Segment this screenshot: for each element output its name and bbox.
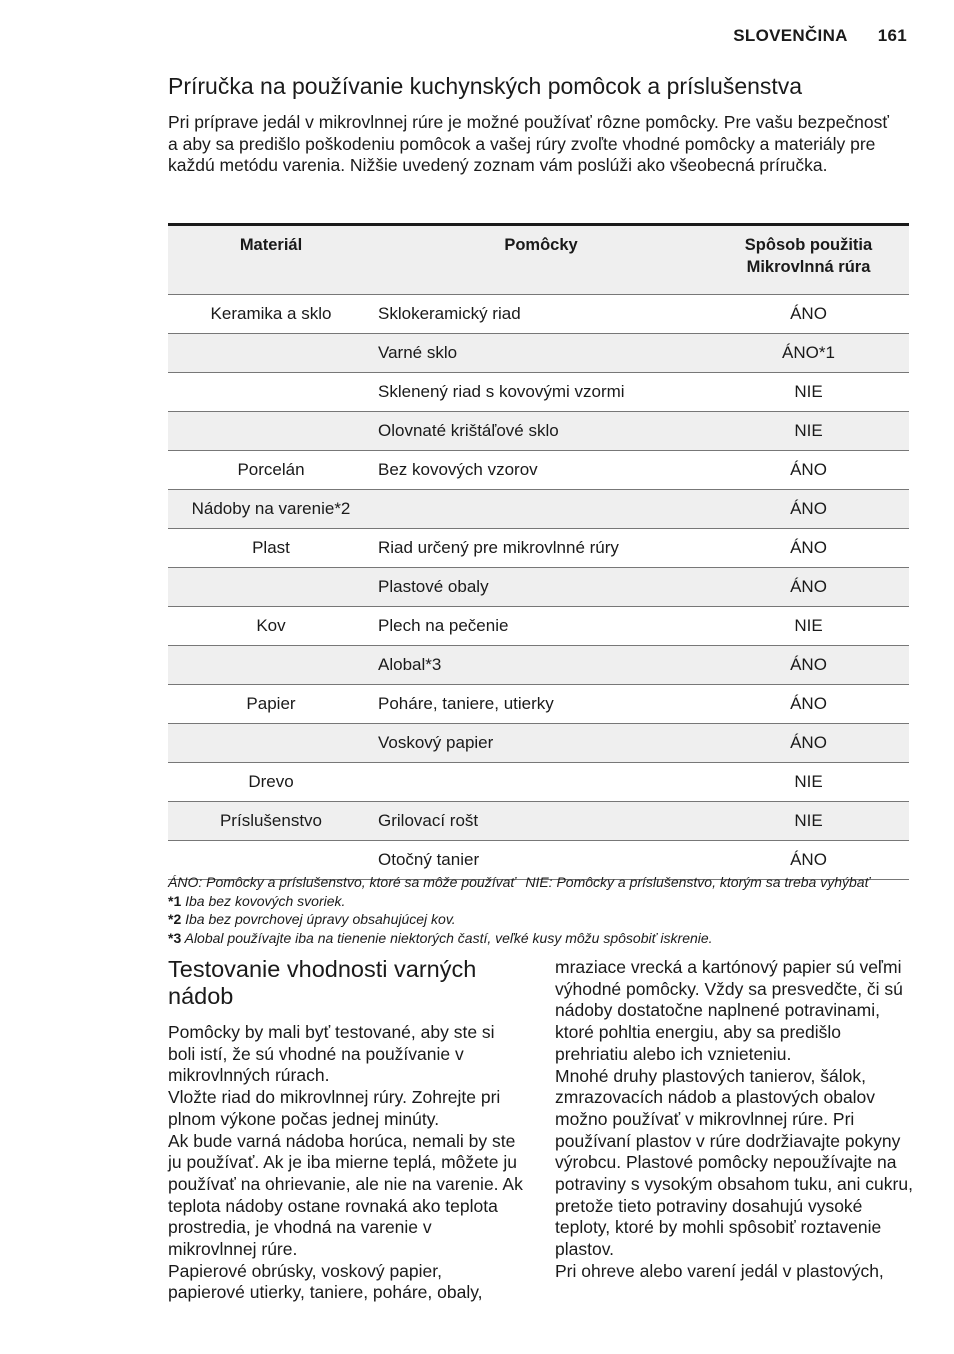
paragraph: Vložte riad do mikrovlnnej rúry. Zohrejte pri plnom výkone počas jednej minúty. <box>168 1087 501 1129</box>
tool-cell: Voskový papier <box>378 733 494 752</box>
microwave-cell: NIE <box>794 811 823 830</box>
page-header <box>733 26 907 46</box>
header-tools: Pomôcky <box>504 236 578 254</box>
header-usage-line2: Mikrovlnná rúra <box>746 258 871 276</box>
tool-cell: Olovnaté krištáľové sklo <box>378 421 559 440</box>
footnote: *2 Iba bez povrchovej úpravy obsahujúcej kov. <box>168 911 456 927</box>
paragraph: Pri ohreve alebo varení jedál v plastových, <box>555 1260 884 1281</box>
paragraph: Pomôcky by mali byť testované, aby ste si boli istí, že sú vhodné na používanie v mikrovlnných rúrach. <box>168 1022 495 1086</box>
table-row <box>168 373 909 412</box>
material-cell <box>168 724 374 763</box>
header-usage <box>708 225 909 295</box>
section-label: SLOVENČINA <box>733 26 848 45</box>
paragraph: Papierové obrúsky, voskový papier, papierové utierky, taniere, poháre, obaly, <box>168 1260 483 1303</box>
right-column <box>555 957 915 1283</box>
microwave-cell: ÁNO <box>790 850 827 869</box>
table-row <box>168 490 909 529</box>
material-cell <box>168 334 374 373</box>
material-cell: Drevo <box>248 772 294 791</box>
left-column <box>168 1022 523 1304</box>
paragraph: Mnohé druhy plastových tanierov, šálok, zmrazovacích nádob a plastových obalov možno používať v mikrovlnnej rúre. Pri používaní plastov v rúre dodržiavajte pokyny výrobcu. Plastové pomôcky nepoužívajte na potraviny s vysokým obsahom tuku, ani cukru, pretože tieto potraviny dosahujú vysoké teploty, ktoré by mohli spôsobiť roztavenie plastov. <box>555 1065 913 1260</box>
table-row <box>168 412 909 451</box>
paragraph: mraziace vrecká a kartónový papier sú veľmi výhodné pomôcky. Vždy sa presvedčte, či sú nádoby dostatočne naplnené potravinami, ktoré pohltia energiu, aby sa predišlo prehriatiu alebo ich vznieteniu. <box>555 957 903 1064</box>
material-cell: Papier <box>246 694 296 713</box>
tool-cell: Riad určený pre mikrovlnné rúry <box>378 538 619 557</box>
table-row <box>168 763 909 802</box>
header-material: Materiál <box>239 236 303 254</box>
table-row <box>168 802 909 841</box>
tool-cell <box>374 763 708 802</box>
material-cell <box>168 373 374 412</box>
tool-cell: Plech na pečenie <box>378 616 509 635</box>
tool-cell: Poháre, taniere, utierky <box>378 694 554 713</box>
material-cell <box>168 568 374 607</box>
microwave-cell: NIE <box>794 616 823 635</box>
table-row <box>168 295 909 334</box>
footnote: *1 Iba bez kovových svoriek. <box>168 892 346 909</box>
microwave-cell: ÁNO <box>790 733 827 752</box>
tool-cell: Sklenený riad s kovovými vzormi <box>378 382 625 401</box>
material-cell <box>168 412 374 451</box>
table-notes <box>168 873 913 947</box>
header-usage-line1: Spôsob použitia <box>744 236 873 254</box>
microwave-cell: NIE <box>794 772 823 791</box>
tool-cell: Alobal*3 <box>378 655 442 674</box>
microwave-cell: ÁNO <box>790 304 827 323</box>
microwave-cell: ÁNO*1 <box>782 343 835 362</box>
paragraph: Ak bude varná nádoba horúca, nemali by ste ju používať. Ak je iba mierne teplá, môžete ju používať na ohrievanie, ale nie na varenie. Ak teplota nádoby ostane rovnaká ako teplota prostredia, je vhodná na varenie v mikrovlnnej rúre. <box>168 1130 523 1260</box>
tool-cell: Grilovací rošt <box>378 811 479 830</box>
microwave-cell: ÁNO <box>790 694 827 713</box>
table-header-row <box>168 225 909 295</box>
table-row <box>168 646 909 685</box>
material-cell: Keramika a sklo <box>210 304 332 323</box>
table-row <box>168 607 909 646</box>
microwave-cell: ÁNO <box>790 538 827 557</box>
legend-no: NIE: Pomôcky a príslušenstvo, ktorým sa treba vyhýbať <box>525 874 870 890</box>
footnote: *3 Alobal používajte iba na tienenie niektorých častí, veľké kusy môžu spôsobiť iskrenie. <box>168 929 713 946</box>
material-cell: Kov <box>256 616 286 635</box>
tool-cell <box>374 490 708 529</box>
material-cell: Nádoby na varenie*2 <box>191 499 351 518</box>
microwave-cell: ÁNO <box>790 499 827 518</box>
table-row <box>168 568 909 607</box>
utensils-table <box>168 223 909 880</box>
microwave-cell: ÁNO <box>790 655 827 674</box>
tool-cell: Bez kovových vzorov <box>378 460 538 479</box>
material-cell: Porcelán <box>237 460 305 479</box>
tool-cell: Plastové obaly <box>378 577 489 596</box>
page-number: 161 <box>877 26 907 45</box>
tool-cell: Sklokeramický riad <box>378 304 521 323</box>
section-heading: Testovanie vhodnosti varných nádob <box>168 956 477 1009</box>
table-row <box>168 334 909 373</box>
tool-cell: Varné sklo <box>378 343 458 362</box>
microwave-cell: ÁNO <box>790 577 827 596</box>
legend-line <box>168 873 913 892</box>
microwave-cell: NIE <box>794 421 823 440</box>
legend-yes: ÁNO: Pomôcky a príslušenstvo, ktoré sa môže používať <box>168 874 516 890</box>
material-cell <box>168 646 374 685</box>
table-row <box>168 451 909 490</box>
page-title: Príručka na používanie kuchynských pomôcok a príslušenstva <box>168 73 803 99</box>
intro-paragraph: Pri príprave jedál v mikrovlnnej rúre je možné používať rôzne pomôcky. Pre vašu bezpečnosť a aby sa predišlo poškodeniu pomôcok a vašej rúry zvoľte vhodné pomôcky a materiály pre každú metódu varenia. Nižšie uvedený zoznam vám poslúži ako všeobecná príručka. <box>168 112 889 175</box>
tool-cell: Otočný tanier <box>378 850 480 869</box>
table-row <box>168 685 909 724</box>
material-cell: Plast <box>252 538 290 557</box>
material-cell: Príslušenstvo <box>219 811 323 830</box>
microwave-cell: ÁNO <box>790 460 827 479</box>
microwave-cell: NIE <box>794 382 823 401</box>
table-body <box>168 295 909 880</box>
table-row <box>168 529 909 568</box>
table-row <box>168 724 909 763</box>
